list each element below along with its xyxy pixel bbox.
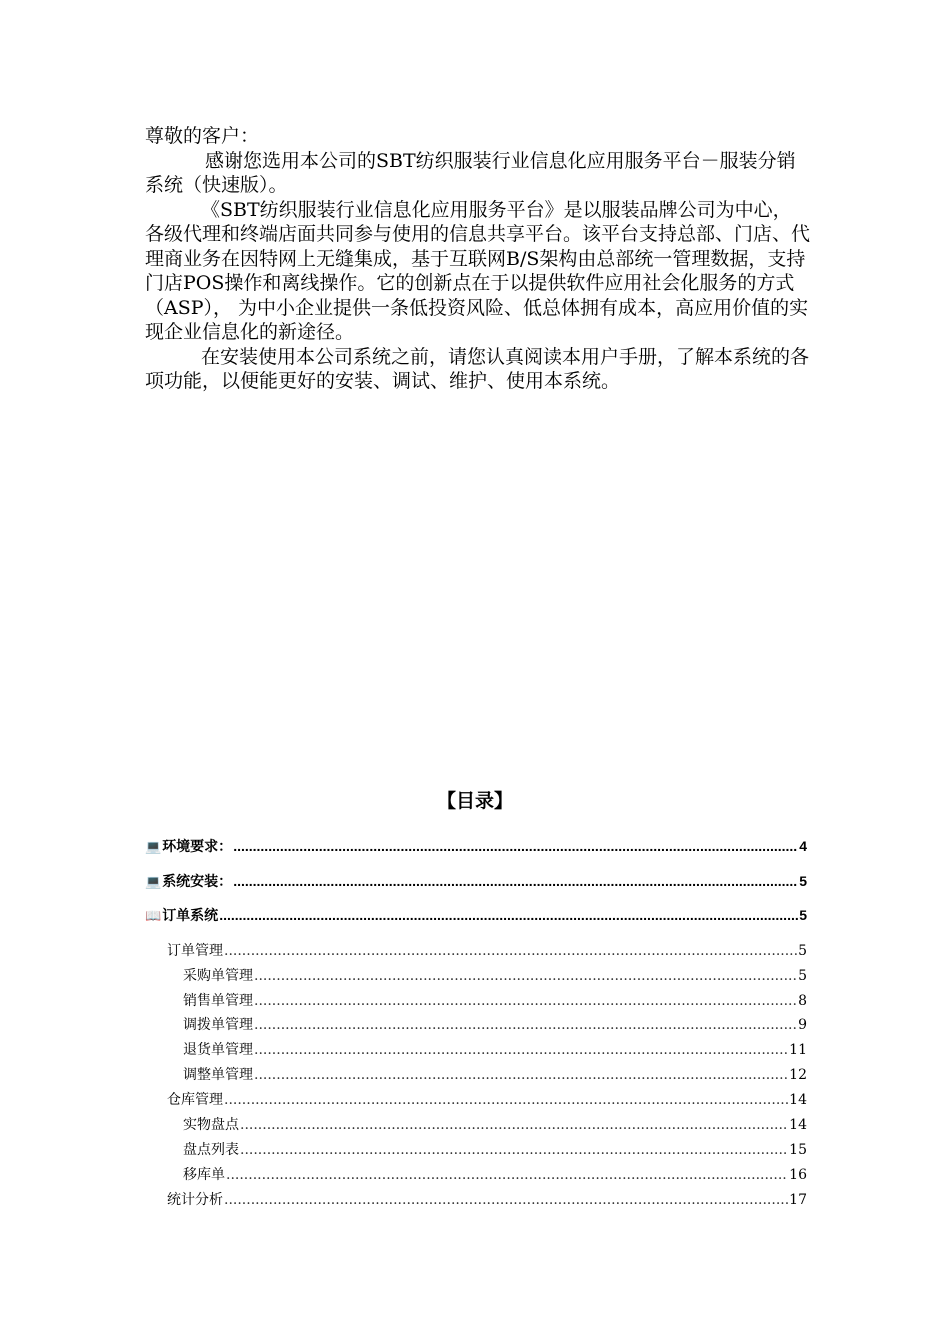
toc-entry-label: 调整单管理 [183,1067,253,1083]
toc-title: 【目录】 [436,791,513,812]
toc-entry-label: 移库单 [183,1167,225,1183]
toc-entry-label: 盘点列表 [183,1142,239,1158]
toc-entry[interactable] [177,1014,807,1034]
toc-entry-page: 5 [799,907,807,923]
toc-entry-page: 17 [789,1192,807,1208]
toc-entry-page: 4 [799,838,807,854]
toc-entry[interactable] [177,1039,807,1059]
computer-icon: 💻 [145,874,162,889]
toc-entry[interactable] [161,1089,807,1109]
toc-entry-page: 5 [798,968,807,984]
intro-paragraph-2: 《SBT纺织服装行业信息化应用服务平台》是以服装品牌公司为中心，各级代理和终端店面共同参与使用的信息共享平台。该平台支持总部、门店、代理商业务在因特网上无缝集成，基于互联网B/S架构由总部统一管理数据，支持门店POS操作和离线操作。它的创新点在于以提供软件应用社会化服务的方式（ASP）， 为中小企业提供一条低投资风险、低总体拥有成本，高应用价值的实现企业信息化的新途径。 [145,198,811,343]
toc-entry-label: 退货单管理 [183,1042,253,1058]
toc-entry-label: 销售单管理 [183,993,253,1009]
computer-icon: 💻 [145,839,162,854]
toc-entry-label: 仓库管理 [167,1092,223,1108]
toc-entry-page: 5 [798,943,807,959]
intro-paragraph-1: 感谢您选用本公司的SBT纺织服装行业信息化应用服务平台－服装分销系统（快速版）。 [145,149,796,196]
toc-entry[interactable] [161,940,807,960]
toc-entry[interactable] [177,1114,807,1134]
toc-entry[interactable] [145,905,807,925]
toc-entry-label: 环境要求： [162,838,233,854]
toc-entry-label: 统计分析 [167,1192,223,1208]
toc-entry-label: 系统安装： [162,873,233,889]
toc-entry-page: 8 [798,993,807,1009]
intro-paragraph-3: 在安装使用本公司系统之前，请您认真阅读本用户手册，了解本系统的各项功能，以便能更好的安装、调试、维护、使用本系统。 [145,345,810,392]
book-icon: 📖 [145,908,162,923]
toc-entry[interactable] [177,1164,807,1184]
toc-entry-label: 订单系统 [162,907,219,923]
toc-entry[interactable] [145,836,807,856]
toc-entry[interactable] [177,1064,807,1084]
toc-entry-page: 12 [789,1067,807,1083]
toc-entry-page: 14 [789,1117,807,1133]
toc-entry-page: 5 [799,873,807,889]
greeting: 尊敬的客户： [145,125,260,147]
toc-entry-page: 14 [789,1092,807,1108]
toc-entry-page: 9 [798,1017,807,1033]
toc-entry[interactable] [177,990,807,1010]
toc-entry[interactable] [161,1189,807,1209]
toc-entry-label: 调拨单管理 [183,1017,253,1033]
toc-entry-page: 16 [789,1167,807,1183]
toc-entry-label: 实物盘点 [183,1117,239,1133]
toc-entry-page: 11 [789,1042,807,1058]
toc-entry-label: 订单管理 [167,943,223,959]
toc-entry-page: 15 [789,1142,807,1158]
toc-entry[interactable] [177,1139,807,1159]
intro-letter [145,124,810,394]
toc-entry[interactable] [177,965,807,985]
toc-entry[interactable] [145,871,807,891]
toc-entry-label: 采购单管理 [183,968,253,984]
